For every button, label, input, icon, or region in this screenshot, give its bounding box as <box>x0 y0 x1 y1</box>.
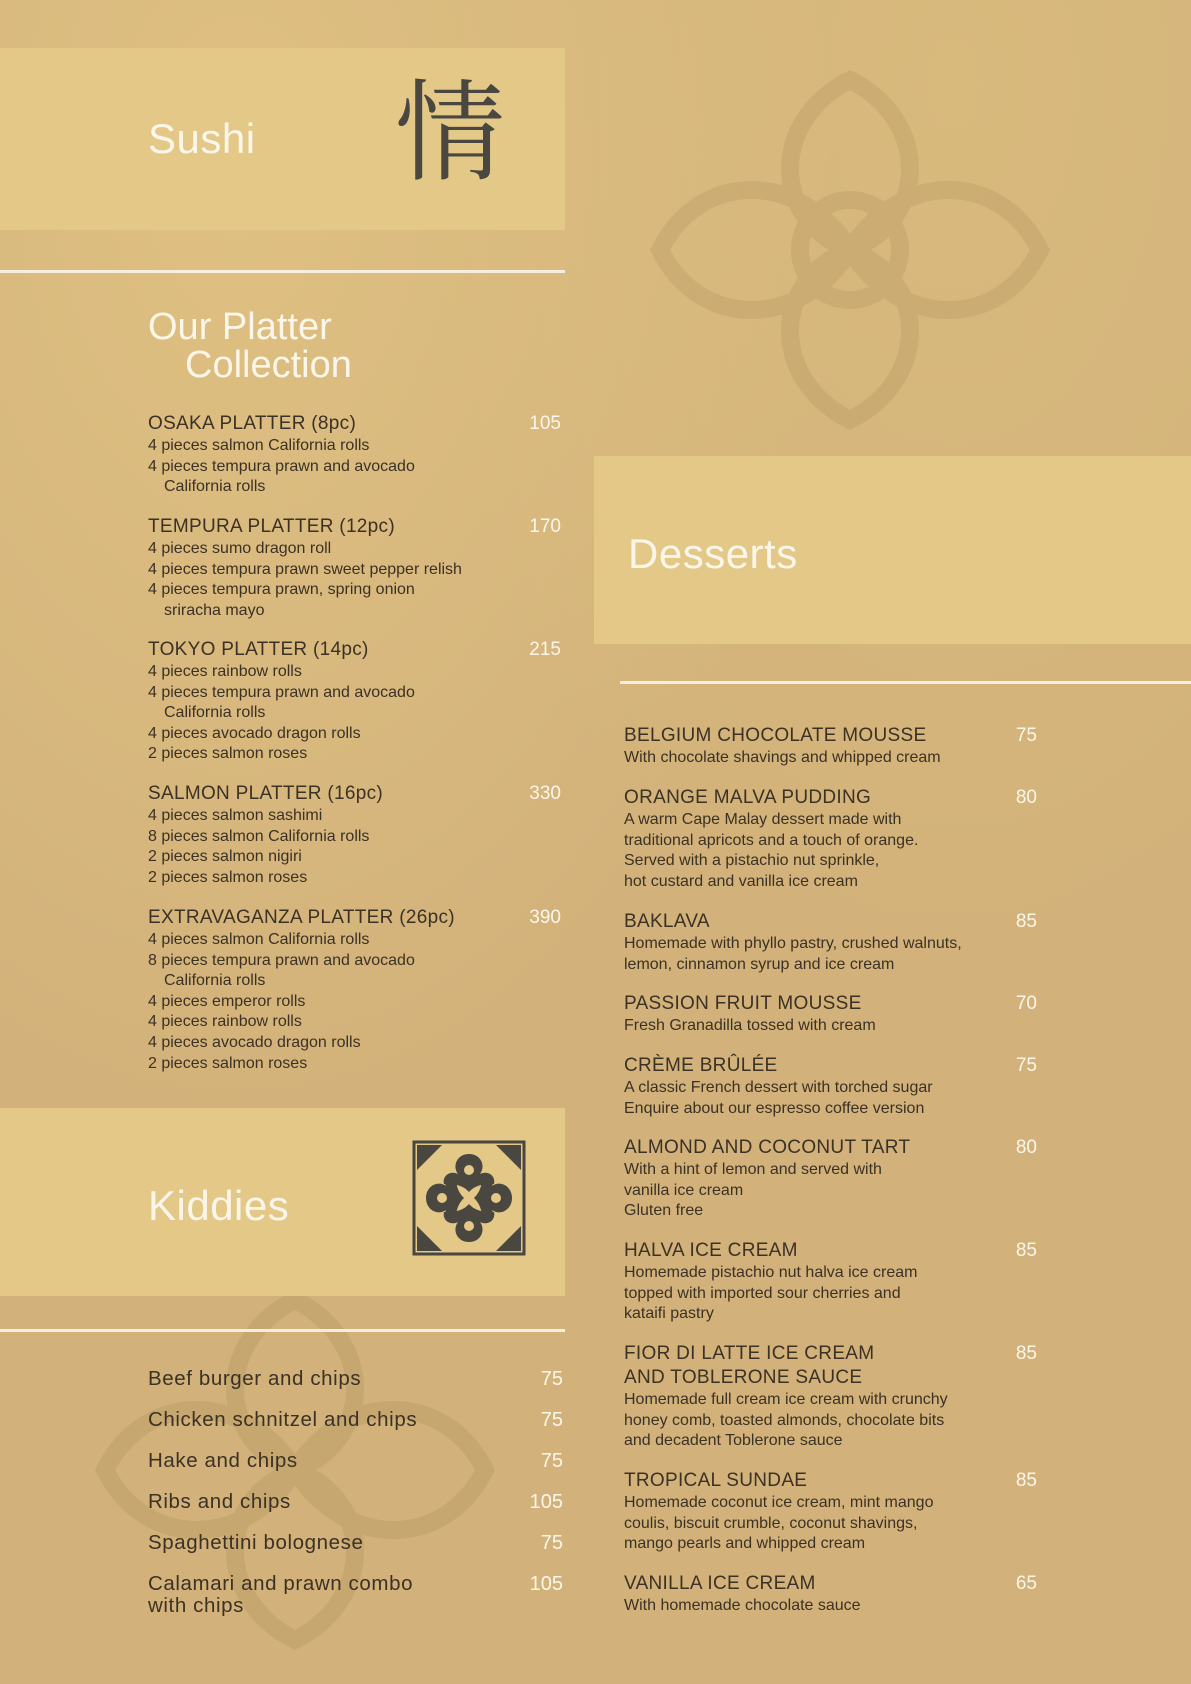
description-line: 8 pieces tempura prawn and avocado <box>148 951 415 969</box>
dessert-description <box>624 934 1037 975</box>
dessert-name: ALMOND AND COCONUT TART <box>624 1137 911 1158</box>
description-line: A warm Cape Malay dessert made with <box>624 811 902 828</box>
dessert-price: 80 <box>1015 787 1037 808</box>
kiddies-item-name: Calamari and prawn combo <box>148 1572 414 1595</box>
dessert-item <box>624 1342 1037 1452</box>
description-line: 8 pieces salmon California rolls <box>148 827 370 845</box>
description-line: 2 pieces salmon roses <box>148 868 308 886</box>
description-line: topped with imported sour cherries and <box>624 1284 901 1302</box>
description-line: kataifi pastry <box>624 1305 714 1323</box>
platter-description <box>148 806 561 888</box>
chinese-character-icon: 情 <box>395 69 505 197</box>
platter-price: 390 <box>529 907 561 928</box>
platter-collection-title <box>148 308 352 384</box>
sushi-divider <box>0 270 565 273</box>
platter-description <box>148 539 561 621</box>
description-line: 4 pieces rainbow rolls <box>148 1013 302 1031</box>
description-line: 4 pieces salmon California rolls <box>148 931 370 948</box>
description-line: With homemade chocolate sauce <box>624 1597 861 1614</box>
dessert-description <box>624 1263 1037 1325</box>
description-line: 4 pieces tempura prawn and avocado <box>148 683 415 701</box>
description-line: 4 pieces tempura prawn, spring onion <box>148 581 415 599</box>
description-line: Gluten free <box>624 1202 704 1220</box>
platter-item-tempura <box>148 515 561 621</box>
dessert-name: FIOR DI LATTE ICE CREAM <box>624 1343 875 1364</box>
platter-description <box>148 930 561 1074</box>
dessert-price: 65 <box>1015 1573 1037 1594</box>
description-line: California rolls <box>164 478 266 496</box>
kiddies-item-name-line2: with chips <box>148 1594 245 1617</box>
dessert-description <box>624 1390 1037 1452</box>
dessert-description <box>624 810 1037 892</box>
description-line: mango pearls and whipped cream <box>624 1535 866 1553</box>
description-line: 2 pieces salmon roses <box>148 745 308 763</box>
dessert-name: PASSION FRUIT MOUSSE <box>624 993 862 1014</box>
description-line: Homemade full cream ice cream with crunchy <box>624 1391 948 1408</box>
dessert-price: 85 <box>1015 1240 1037 1261</box>
dessert-item <box>624 1469 1037 1555</box>
dessert-item <box>624 910 1037 975</box>
description-line: Served with a pistachio nut sprinkle, <box>624 852 880 870</box>
kiddies-item <box>148 1409 563 1431</box>
platter-name: EXTRAVAGANZA PLATTER (26pc) <box>148 907 455 928</box>
platter-item-salmon <box>148 782 561 888</box>
description-line: 4 pieces avocado dragon rolls <box>148 724 361 742</box>
platter-title-line2: Collection <box>185 344 352 386</box>
dessert-description <box>624 1596 1037 1617</box>
dessert-name: TROPICAL SUNDAE <box>624 1470 808 1491</box>
description-line: 4 pieces sumo dragon roll <box>148 540 332 557</box>
dessert-price: 70 <box>1015 993 1037 1014</box>
dessert-price: 75 <box>1015 725 1037 746</box>
kiddies-item-price: 105 <box>529 1573 563 1595</box>
kiddies-item <box>148 1532 563 1554</box>
platter-name: TOKYO PLATTER (14pc) <box>148 639 369 660</box>
dessert-name-line2: AND TOBLERONE SAUCE <box>624 1367 863 1388</box>
description-line: 4 pieces tempura prawn and avocado <box>148 457 415 475</box>
platter-price: 170 <box>529 516 561 537</box>
dessert-item <box>624 724 1037 769</box>
dessert-name: BELGIUM CHOCOLATE MOUSSE <box>624 725 927 746</box>
description-line: California rolls <box>164 704 266 722</box>
kiddies-item <box>148 1368 563 1390</box>
description-line: traditional apricots and a touch of orange. <box>624 831 919 849</box>
description-line: Homemade pistachio nut halva ice cream <box>624 1264 918 1281</box>
dessert-description <box>624 1078 1037 1119</box>
platter-name: OSAKA PLATTER (8pc) <box>148 413 357 434</box>
dessert-description <box>624 1016 1037 1037</box>
kiddies-item-price: 75 <box>540 1409 563 1431</box>
description-line: Homemade with phyllo pastry, crushed walnuts, <box>624 935 962 952</box>
dessert-item <box>624 1054 1037 1119</box>
dessert-name: HALVA ICE CREAM <box>624 1240 798 1261</box>
description-line: lemon, cinnamon syrup and ice cream <box>624 955 895 973</box>
description-line: With chocolate shavings and whipped cream <box>624 749 941 766</box>
dessert-price: 85 <box>1015 1343 1037 1364</box>
description-line: A classic French dessert with torched sugar <box>624 1079 933 1096</box>
dessert-name: VANILLA ICE CREAM <box>624 1573 816 1594</box>
description-line: Homemade coconut ice cream, mint mango <box>624 1494 934 1511</box>
kiddies-divider <box>0 1329 565 1332</box>
description-line: 4 pieces tempura prawn sweet pepper relish <box>148 560 462 578</box>
description-line: 2 pieces salmon nigiri <box>148 848 302 866</box>
description-line: California rolls <box>164 972 266 990</box>
ornamental-tile-icon <box>412 1140 526 1256</box>
kiddies-item-price: 105 <box>529 1491 563 1513</box>
dessert-price: 85 <box>1015 1470 1037 1491</box>
platter-price: 105 <box>529 413 561 434</box>
description-line: coulis, biscuit crumble, coconut shavings, <box>624 1514 918 1532</box>
platter-price: 330 <box>529 783 561 804</box>
dessert-description <box>624 1493 1037 1555</box>
dessert-item <box>624 1572 1037 1617</box>
kiddies-item <box>148 1491 563 1513</box>
dessert-name: ORANGE MALVA PUDDING <box>624 787 872 808</box>
dessert-description <box>624 748 1037 769</box>
sushi-title: Sushi <box>148 115 256 162</box>
description-line: 2 pieces salmon roses <box>148 1054 308 1072</box>
kiddies-item-name: Spaghettini bolognese <box>148 1531 364 1554</box>
description-line: 4 pieces salmon California rolls <box>148 437 370 454</box>
kiddies-item-name: Ribs and chips <box>148 1490 291 1513</box>
dessert-item <box>624 1136 1037 1222</box>
kiddies-item-name: Chicken schnitzel and chips <box>148 1408 418 1431</box>
description-line: sriracha mayo <box>164 601 265 619</box>
platter-item-extravaganza <box>148 906 561 1074</box>
description-line: honey comb, toasted almonds, chocolate bits <box>624 1411 945 1429</box>
kiddies-item-name: Beef burger and chips <box>148 1367 362 1390</box>
description-line: 4 pieces rainbow rolls <box>148 663 302 680</box>
platter-description <box>148 662 561 765</box>
dessert-item <box>624 786 1037 892</box>
platter-name: SALMON PLATTER (16pc) <box>148 783 384 804</box>
desserts-divider <box>620 681 1191 684</box>
kiddies-item-price: 75 <box>540 1368 563 1390</box>
platter-item-osaka <box>148 412 561 498</box>
dessert-price: 85 <box>1015 911 1037 932</box>
description-line: With a hint of lemon and served with <box>624 1161 882 1178</box>
dessert-name: BAKLAVA <box>624 911 710 932</box>
kiddies-title: Kiddies <box>148 1182 290 1229</box>
platter-title-line1: Our Platter <box>148 306 332 348</box>
dessert-price: 80 <box>1015 1137 1037 1158</box>
description-line: and decadent Toblerone sauce <box>624 1432 843 1450</box>
description-line: Fresh Granadilla tossed with cream <box>624 1017 876 1034</box>
dessert-item <box>624 992 1037 1037</box>
description-line: 4 pieces avocado dragon rolls <box>148 1033 361 1051</box>
kiddies-item-price: 75 <box>540 1532 563 1554</box>
platter-price: 215 <box>529 639 561 660</box>
platter-description <box>148 436 561 498</box>
kiddies-item-price: 75 <box>540 1450 563 1472</box>
kiddies-item <box>148 1450 563 1472</box>
platter-item-tokyo <box>148 638 561 765</box>
dessert-item <box>624 1239 1037 1325</box>
kiddies-item <box>148 1573 563 1617</box>
description-line: 4 pieces emperor rolls <box>148 992 306 1010</box>
kiddies-item-name: Hake and chips <box>148 1449 298 1472</box>
dessert-description <box>624 1160 1037 1222</box>
description-line: vanilla ice cream <box>624 1181 744 1199</box>
description-line: hot custard and vanilla ice cream <box>624 872 858 890</box>
platter-name: TEMPURA PLATTER (12pc) <box>148 516 395 537</box>
damask-ornament-icon <box>620 60 1080 440</box>
dessert-price: 75 <box>1015 1055 1037 1076</box>
desserts-title: Desserts <box>628 530 798 577</box>
dessert-name: CRÈME BRÛLÉE <box>624 1055 778 1076</box>
description-line: 4 pieces salmon sashimi <box>148 807 323 824</box>
description-line: Enquire about our espresso coffee version <box>624 1099 925 1117</box>
